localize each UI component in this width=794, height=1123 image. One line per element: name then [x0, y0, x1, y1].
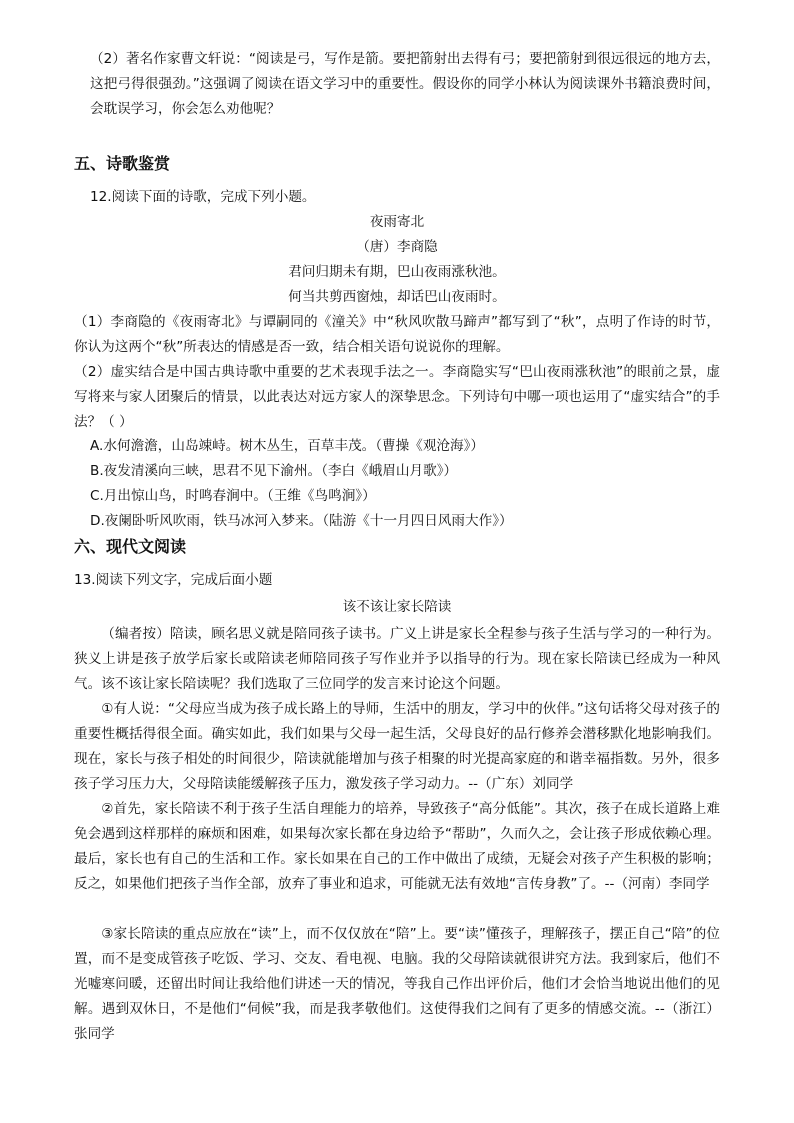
section-5-heading: 五、诗歌鉴赏: [74, 154, 171, 173]
option-c: C.月出惊山鸟，时鸣春涧中。（王维《鸟鸣涧》）: [90, 488, 376, 504]
question-13-intro: 13.阅读下列文字，完成后面小题: [74, 572, 273, 588]
question-12-part-1: （1）李商隐的《夜雨寄北》与谭嗣同的《潼关》中“秋风吹散马蹄声”都写到了“秋”，点明了作诗的时节，你认为这两个“秋”所表达的情感是否一致，结合相关语句说说你的理解。: [74, 314, 720, 355]
question-12-intro: 12.阅读下面的诗歌，完成下列小题。: [90, 189, 316, 205]
article-paragraph-2: ②首先，家长陪读不利于孩子生活自理能力的培养，导致孩子“高分低能”。其次，孩子在成长道路上难免会遇到这样那样的麻烦和困难，如果每次家长都在身边给予“帮助”，久而久之，会让孩子形成依赖心理。最后，家长也有自己的生活和工作。家长如果在自己的工作中做出了成绩，无疑会对孩子产生积极的影响；反之，如果他们把孩子当作全部，放弃了事业和追求，可能就无法有效地“言传身教”了。--（河南）李同学: [74, 801, 720, 892]
article-paragraph-1: ①有人说：“父母应当成为孩子成长路上的导师，生活中的朋友，学习中的伙伴。”这句话将父母对孩子的重要性概括得很全面。确实如此，我们如果与父母一起生活，父母良好的品行修养会潜移默化地影响我们。现在，家长与孩子相处的时间很少，陪读就能增加与孩子相聚的时光提高家庭的和谐幸福指数。另外，很多孩子学习压力大，父母陪读能缓解孩子压力，激发孩子学习动力。--（广东）刘同学: [74, 701, 720, 792]
option-d: D.夜阑卧听风吹雨，铁马冰河入梦来。（陆游《十一月四日风雨大作》）: [90, 513, 513, 529]
article-title: 该不该让家长陪读: [342, 599, 452, 615]
editor-note: （编者按）陪读，顾名思义就是陪同孩子读书。广义上讲是家长全程参与孩子生活与学习的一种行为。狭义上讲是孩子放学后家长或陪读老师陪同孩子写作业并予以指导的行为。现在家长陪读已经成为一种风气。该不该让家长陪读呢？我们选取了三位同学的发言来讨论这个问题。: [74, 626, 720, 692]
question-11-part-2: （2）著名作家曹文轩说：“阅读是弓，写作是箭。要把箭射出去得有弓；要把箭射到很远很远的地方去，这把弓得很强劲。”这强调了阅读在语文学习中的重要性。假设你的同学小林认为阅读课外书籍浪费时间，会耽误学习，你会怎么劝他呢？: [90, 51, 720, 117]
section-6-heading: 六、现代文阅读: [74, 537, 187, 556]
poem-line-2: 何当共剪西窗烛，却话巴山夜雨时。: [288, 289, 506, 305]
article-paragraph-3: ③家长陪读的重点应放在“读”上，而不仅仅放在“陪”上。要“读”懂孩子，理解孩子，摆正自己“陪”的位置，而不是变成管孩子吃饭、学习、交友、看电视、电脑。我的父母陪读就很讲究方法。我到家后，他们不光嘘寒问暖，还留出时间让我给他们讲述一天的情况，等我自己作出评价后，他们才会恰当地说出他们的见解。遇到双休日，不是他们“伺候”我，而是我孝敬他们。这使得我们之间有了更多的情感交流。--（浙江）张同学: [74, 926, 720, 1042]
option-a: A.水何澹澹，山岛竦峙。树木丛生，百草丰茂。（曹操《观沧海》）: [90, 438, 484, 454]
poem-line-1: 君问归期未有期，巴山夜雨涨秋池。: [288, 264, 506, 280]
poem-title: 夜雨寄北: [369, 214, 425, 230]
question-12-part-2: （2）虚实结合是中国古典诗歌中重要的艺术表现手法之一。李商隐实写“巴山夜雨涨秋池”的眼前之景，虚写将来与家人团聚后的情景，以此表达对远方家人的深挚思念。下列诗句中哪一项也运用了“虚实结合”的手法？（ ）: [74, 364, 720, 430]
option-b: B.夜发清溪向三峡，思君不见下渝州。（李白《峨眉山月歌》）: [90, 463, 458, 479]
poem-author: （唐）李商隐: [356, 239, 438, 255]
